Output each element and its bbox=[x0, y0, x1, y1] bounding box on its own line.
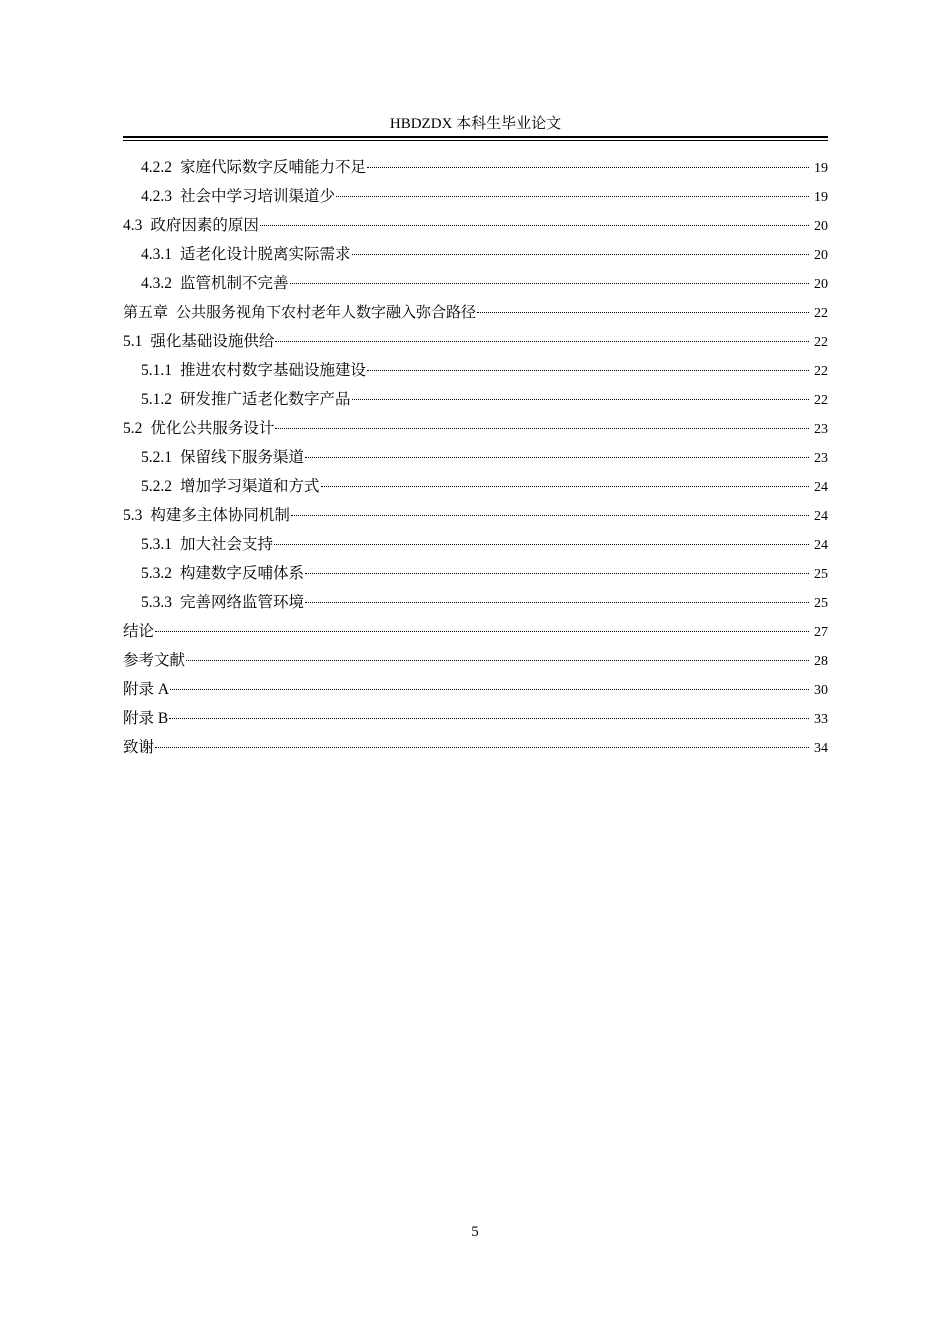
toc-entry[interactable] bbox=[123, 733, 828, 762]
toc-entry-page: 20 bbox=[814, 248, 828, 263]
toc-entry-title: 家庭代际数字反哺能力不足 bbox=[180, 159, 367, 176]
header-rule-thick bbox=[123, 136, 828, 138]
toc-dot-leader bbox=[305, 573, 809, 574]
toc-entry-page: 20 bbox=[814, 277, 828, 292]
toc-entry-number: 5.2.1 bbox=[141, 449, 172, 466]
toc-entry[interactable] bbox=[123, 588, 828, 617]
toc-dot-leader bbox=[155, 631, 809, 632]
toc-entry-number: 5.1.2 bbox=[141, 391, 172, 408]
toc-entry-title: 政府因素的原因 bbox=[150, 217, 259, 234]
toc-entry[interactable] bbox=[123, 298, 828, 327]
toc-dot-leader bbox=[367, 167, 809, 168]
toc-entry[interactable] bbox=[123, 472, 828, 501]
toc-entry-page: 19 bbox=[814, 190, 828, 205]
toc-dot-leader bbox=[321, 486, 809, 487]
toc-entry-title: 完善网络监管环境 bbox=[180, 594, 305, 611]
toc-entry-page: 30 bbox=[814, 683, 828, 698]
toc-entry[interactable] bbox=[123, 530, 828, 559]
toc-entry-title: 结论 bbox=[123, 623, 155, 640]
toc-entry-title: 致谢 bbox=[123, 739, 155, 756]
toc-entry-page: 23 bbox=[814, 422, 828, 437]
toc-entry-title: 加大社会支持 bbox=[180, 536, 274, 553]
toc-entry-title: 附录 B bbox=[123, 710, 169, 727]
toc-entry-title: 适老化设计脱离实际需求 bbox=[180, 246, 351, 263]
toc-entry[interactable] bbox=[123, 646, 828, 675]
toc-entry[interactable] bbox=[123, 327, 828, 356]
toc-entry[interactable] bbox=[123, 153, 828, 182]
toc-entry-number: 4.3 bbox=[123, 217, 143, 234]
toc-entry-page: 24 bbox=[814, 538, 828, 553]
toc-dot-leader bbox=[275, 428, 809, 429]
toc-entry-title: 监管机制不完善 bbox=[180, 275, 289, 292]
toc-dot-leader bbox=[291, 515, 809, 516]
toc-entry-number: 5.3.1 bbox=[141, 536, 172, 553]
toc-dot-leader bbox=[290, 283, 809, 284]
toc-dot-leader bbox=[170, 689, 809, 690]
toc-entry-number: 5.2 bbox=[123, 420, 143, 437]
toc-entry-page: 25 bbox=[814, 596, 828, 611]
toc-dot-leader bbox=[305, 457, 809, 458]
toc-entry[interactable] bbox=[123, 269, 828, 298]
toc-entry[interactable] bbox=[123, 414, 828, 443]
toc-entry[interactable] bbox=[123, 240, 828, 269]
toc-entry-title: 构建多主体协同机制 bbox=[150, 507, 290, 524]
toc-entry-title: 增加学习渠道和方式 bbox=[180, 478, 320, 495]
toc-entry[interactable] bbox=[123, 501, 828, 530]
toc-entry-number: 5.3 bbox=[123, 507, 143, 524]
toc-entry-title: 附录 A bbox=[123, 681, 170, 698]
toc-entry[interactable] bbox=[123, 211, 828, 240]
toc-dot-leader bbox=[275, 341, 809, 342]
toc-entry-page: 22 bbox=[814, 335, 828, 350]
toc-entry-page: 34 bbox=[814, 741, 828, 756]
page-number: 5 bbox=[471, 1224, 479, 1240]
toc-entry[interactable] bbox=[123, 704, 828, 733]
toc-entry-title: 社会中学习培训渠道少 bbox=[180, 188, 336, 205]
toc-entry-title: 优化公共服务设计 bbox=[150, 420, 275, 437]
toc-entry[interactable] bbox=[123, 617, 828, 646]
toc-entry-number: 5.1 bbox=[123, 333, 143, 350]
toc-entry-page: 25 bbox=[814, 567, 828, 582]
toc-dot-leader bbox=[477, 312, 809, 313]
toc-entry-title: 保留线下服务渠道 bbox=[180, 449, 305, 466]
toc-entry-page: 22 bbox=[814, 364, 828, 379]
toc-dot-leader bbox=[274, 544, 809, 545]
toc-entry-number: 4.2.2 bbox=[141, 159, 172, 176]
toc-entry-page: 23 bbox=[814, 451, 828, 466]
toc-entry-page: 24 bbox=[814, 509, 828, 524]
toc-dot-leader bbox=[336, 196, 809, 197]
toc-entry[interactable] bbox=[123, 443, 828, 472]
toc-entry[interactable] bbox=[123, 385, 828, 414]
toc-entry[interactable] bbox=[123, 356, 828, 385]
page-header-title: HBDZDX 本科生毕业论文 bbox=[389, 116, 562, 132]
toc-dot-leader bbox=[352, 399, 809, 400]
toc-entry-title: 推进农村数字基础设施建设 bbox=[180, 362, 367, 379]
table-of-contents bbox=[123, 153, 828, 762]
toc-entry-number: 4.3.1 bbox=[141, 246, 172, 263]
toc-entry-page: 19 bbox=[814, 161, 828, 176]
toc-dot-leader bbox=[260, 225, 809, 226]
toc-entry[interactable] bbox=[123, 182, 828, 211]
toc-entry-page: 24 bbox=[814, 480, 828, 495]
toc-entry-page: 22 bbox=[814, 393, 828, 408]
header-rule-thin bbox=[123, 140, 828, 141]
toc-entry-number: 第五章 bbox=[123, 303, 169, 321]
toc-entry-page: 22 bbox=[814, 306, 828, 321]
toc-entry-page: 20 bbox=[814, 219, 828, 234]
toc-entry-page: 27 bbox=[814, 625, 828, 640]
toc-dot-leader bbox=[352, 254, 809, 255]
toc-entry[interactable] bbox=[123, 559, 828, 588]
toc-entry-number: 5.3.3 bbox=[141, 594, 172, 611]
toc-entry-number: 4.3.2 bbox=[141, 275, 172, 292]
toc-entry-number: 5.2.2 bbox=[141, 478, 172, 495]
toc-entry-title: 研发推广适老化数字产品 bbox=[180, 391, 351, 408]
toc-entry[interactable] bbox=[123, 675, 828, 704]
toc-dot-leader bbox=[169, 718, 809, 719]
toc-entry-number: 5.1.1 bbox=[141, 362, 172, 379]
toc-entry-page: 28 bbox=[814, 654, 828, 669]
toc-entry-title: 强化基础设施供给 bbox=[150, 333, 275, 350]
toc-entry-page: 33 bbox=[814, 712, 828, 727]
toc-dot-leader bbox=[155, 747, 809, 748]
toc-dot-leader bbox=[186, 660, 809, 661]
toc-entry-number: 4.2.3 bbox=[141, 188, 172, 205]
toc-entry-title: 参考文献 bbox=[123, 652, 186, 669]
toc-dot-leader bbox=[305, 602, 809, 603]
toc-dot-leader bbox=[367, 370, 809, 371]
toc-entry-number: 5.3.2 bbox=[141, 565, 172, 582]
toc-entry-title: 构建数字反哺体系 bbox=[180, 565, 305, 582]
toc-entry-title: 公共服务视角下农村老年人数字融入弥合路径 bbox=[176, 303, 477, 321]
